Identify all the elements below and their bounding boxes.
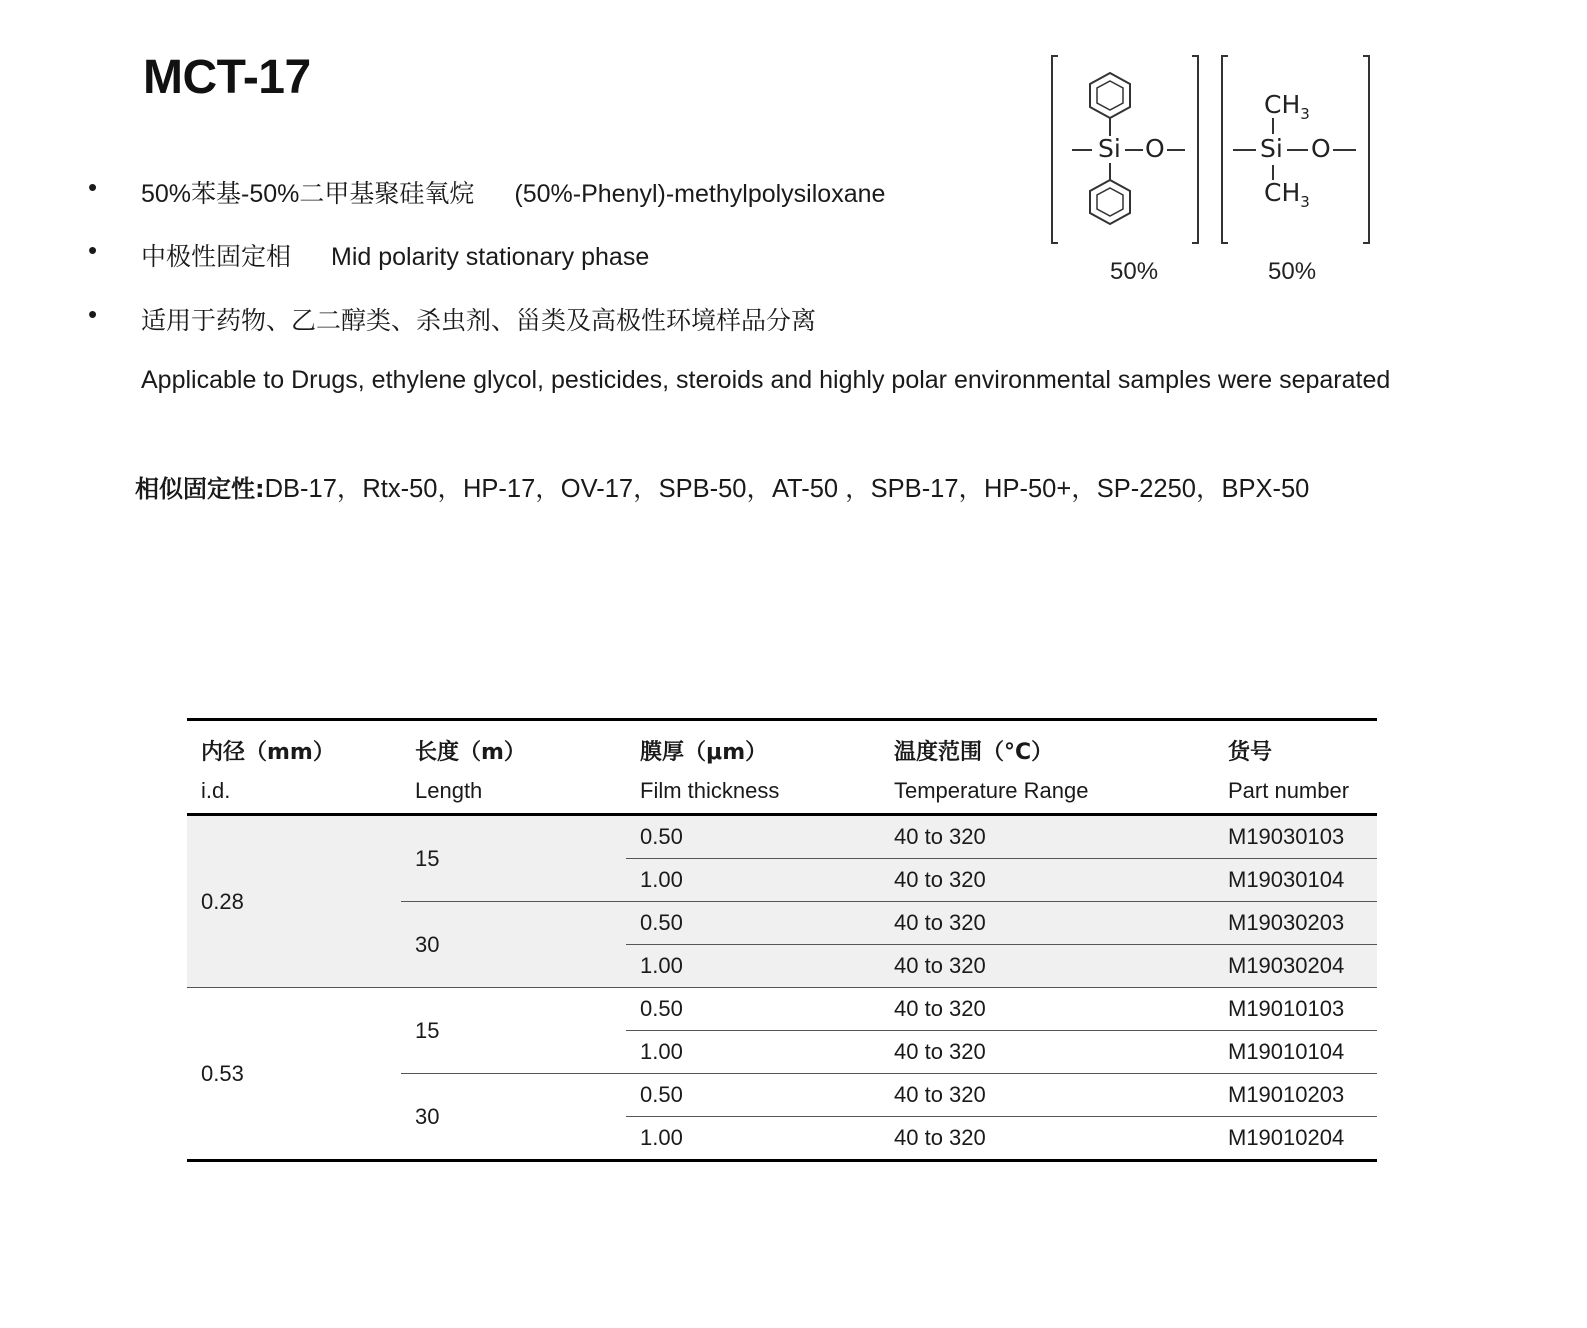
- cell-part: M19030104: [1214, 859, 1377, 902]
- cell-temp: 40 to 320: [880, 1031, 1214, 1074]
- cell-part: M19010204: [1214, 1117, 1377, 1161]
- si-label-right: Si: [1260, 134, 1283, 163]
- bullet-en: (50%-Phenyl)-methylpolysiloxane: [514, 180, 886, 208]
- cell-length: 30: [401, 1074, 626, 1161]
- similar-phases-label: 相似固定性:: [135, 475, 265, 503]
- ch3-bottom: $CH_3$: [1264, 178, 1310, 211]
- cell-length: 15: [401, 815, 626, 902]
- bracket-right-open: [1222, 56, 1228, 243]
- cell-part: M19010103: [1214, 988, 1377, 1031]
- cell-temp: 40 to 320: [880, 988, 1214, 1031]
- cell-temp: 40 to 320: [880, 902, 1214, 945]
- cell-id: 0.53: [187, 988, 401, 1161]
- cell-film: 1.00: [626, 945, 880, 988]
- cell-length: 30: [401, 902, 626, 988]
- cell-film: 0.50: [626, 902, 880, 945]
- bullet-en: Mid polarity stationary phase: [331, 243, 650, 271]
- header-temp: 温度范围（°C） Temperature Range: [880, 720, 1214, 815]
- bracket-left-close: [1192, 56, 1198, 243]
- cell-film: 0.50: [626, 988, 880, 1031]
- similar-phases: [135, 469, 1309, 505]
- bracket-right-close: [1363, 56, 1369, 243]
- bullet-icon: •: [88, 172, 98, 202]
- cell-part: M19010203: [1214, 1074, 1377, 1117]
- o-label-left: O: [1145, 134, 1165, 163]
- o-label-right: O: [1311, 134, 1331, 163]
- header-id: 内径（mm） i.d.: [187, 720, 401, 815]
- phenyl-ring-bottom: [1090, 180, 1130, 224]
- cell-temp: 40 to 320: [880, 1117, 1214, 1161]
- cell-length: 15: [401, 988, 626, 1074]
- bullet-zh: 50%苯基-50%二甲基聚硅氧烷: [141, 180, 475, 208]
- page-title: MCT-17: [143, 51, 311, 104]
- applicable-text: Applicable to Drugs, ethylene glycol, pesticides, steroids and highly polar environmental samples were separated: [141, 366, 1391, 394]
- cell-temp: 40 to 320: [880, 815, 1214, 859]
- table-row: [187, 988, 1377, 1031]
- bullet-icon: •: [88, 299, 98, 329]
- cell-film: 0.50: [626, 1074, 880, 1117]
- cell-film: 0.50: [626, 815, 880, 859]
- cell-temp: 40 to 320: [880, 1074, 1214, 1117]
- cell-film: 1.00: [626, 1031, 880, 1074]
- cell-part: M19030204: [1214, 945, 1377, 988]
- cell-part: M19030203: [1214, 902, 1377, 945]
- cell-id: 0.28: [187, 815, 401, 988]
- ch3-top: $CH_3$: [1264, 90, 1310, 123]
- chemical-structure: [1046, 50, 1376, 295]
- phenyl-ring-top: [1090, 73, 1130, 118]
- header-length: 长度（m） Length: [401, 720, 626, 815]
- bullet-icon: •: [88, 235, 98, 265]
- cell-part: M19030103: [1214, 815, 1377, 859]
- cell-temp: 40 to 320: [880, 859, 1214, 902]
- bullet-zh: 中极性固定相: [141, 243, 292, 271]
- table-header-row: [187, 720, 1377, 815]
- bullet-zh: 适用于药物、乙二醇类、杀虫剂、甾类及高极性环境样品分离: [141, 307, 817, 335]
- header-part: 货号 Part number: [1214, 720, 1377, 815]
- cell-film: 1.00: [626, 1117, 880, 1161]
- structure-drawing: [1046, 50, 1376, 295]
- si-label-left: Si: [1098, 134, 1121, 163]
- header-film: 膜厚（μm） Film thickness: [626, 720, 880, 815]
- similar-phases-values: DB-17，Rtx-50，HP-17，OV-17，SPB-50，AT-50 ，SPB-17，HP-50+，SP-2250，BPX-50: [264, 475, 1310, 503]
- table-row: [187, 815, 1377, 859]
- spec-table: [187, 718, 1377, 1162]
- bracket-left-open: [1052, 56, 1058, 243]
- left-unit-percent: 50%: [1110, 258, 1159, 285]
- cell-film: 1.00: [626, 859, 880, 902]
- right-unit-percent: 50%: [1268, 258, 1317, 285]
- cell-part: M19010104: [1214, 1031, 1377, 1074]
- cell-temp: 40 to 320: [880, 945, 1214, 988]
